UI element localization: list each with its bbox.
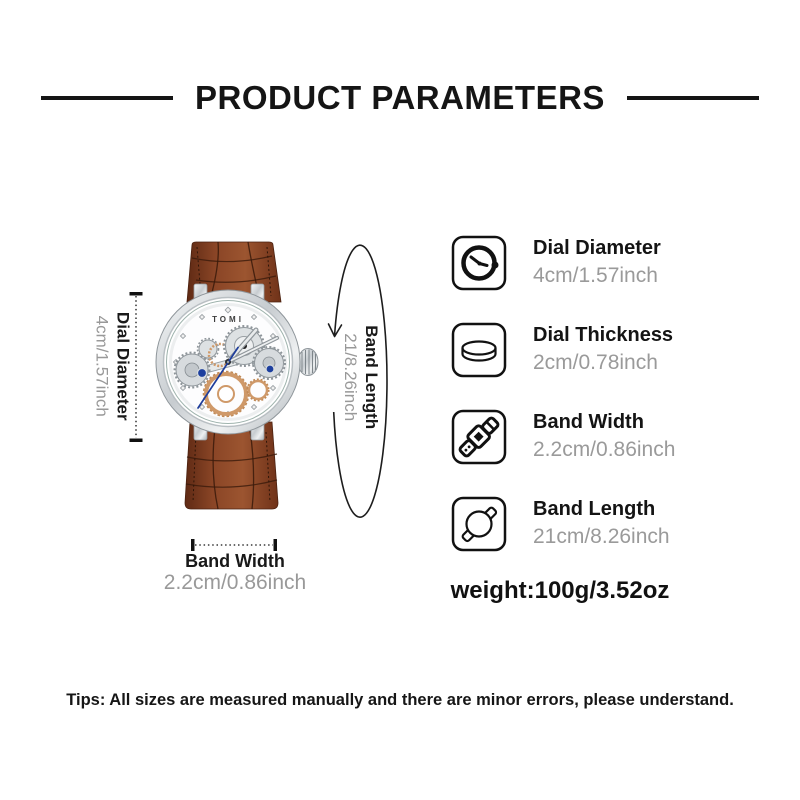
brand-text: TOMI [212,315,244,324]
spec-value: 21cm/8.26inch [533,525,670,548]
watch-image [140,222,330,542]
band-length-annotation-value: 21/8.26inch [340,333,360,422]
band-width-annotation-value: 2.2cm/0.86inch [163,571,307,594]
spec-value: 4cm/1.57inch [533,264,658,287]
page-title: PRODUCT PARAMETERS [195,79,605,116]
dial-diameter-annotation-value: 4cm/1.57inch [92,315,112,417]
title-rule-left [41,96,173,100]
spec-value: 2cm/0.78inch [533,351,658,374]
title-rule-right [627,96,759,100]
header [0,76,800,120]
spec-label: Dial Diameter [533,237,661,259]
tips-text: Tips: All sizes are measured manually and there are minor errors, please understand. [66,691,734,709]
spec-item-band-length [450,495,670,553]
watch-face-icon [450,234,508,292]
spec-item-band-width [450,408,675,466]
spec-item-dial-thickness [450,321,673,379]
watch-case-side-icon [450,321,508,379]
weight-text: weight:100g/3.52oz [450,577,670,604]
spec-value: 2.2cm/0.86inch [533,438,676,461]
spec-label: Band Length [533,498,656,520]
band-length-annotation-label: Band Length [361,325,381,430]
spec-item-dial-diameter [450,234,661,292]
jewel-right [266,365,274,373]
watch-flat-icon [450,495,508,553]
spec-label: Band Width [533,411,644,433]
band-length-arrow [325,240,400,530]
band-width-annotation-label: Band Width [185,551,285,571]
watch-strap-buckle-icon [450,408,508,466]
dial-diameter-annotation-label: Dial Diameter [113,311,133,421]
jewel-left [198,369,207,378]
spec-label: Dial Thickness [533,324,674,346]
band-width-dimension-line [191,538,277,552]
